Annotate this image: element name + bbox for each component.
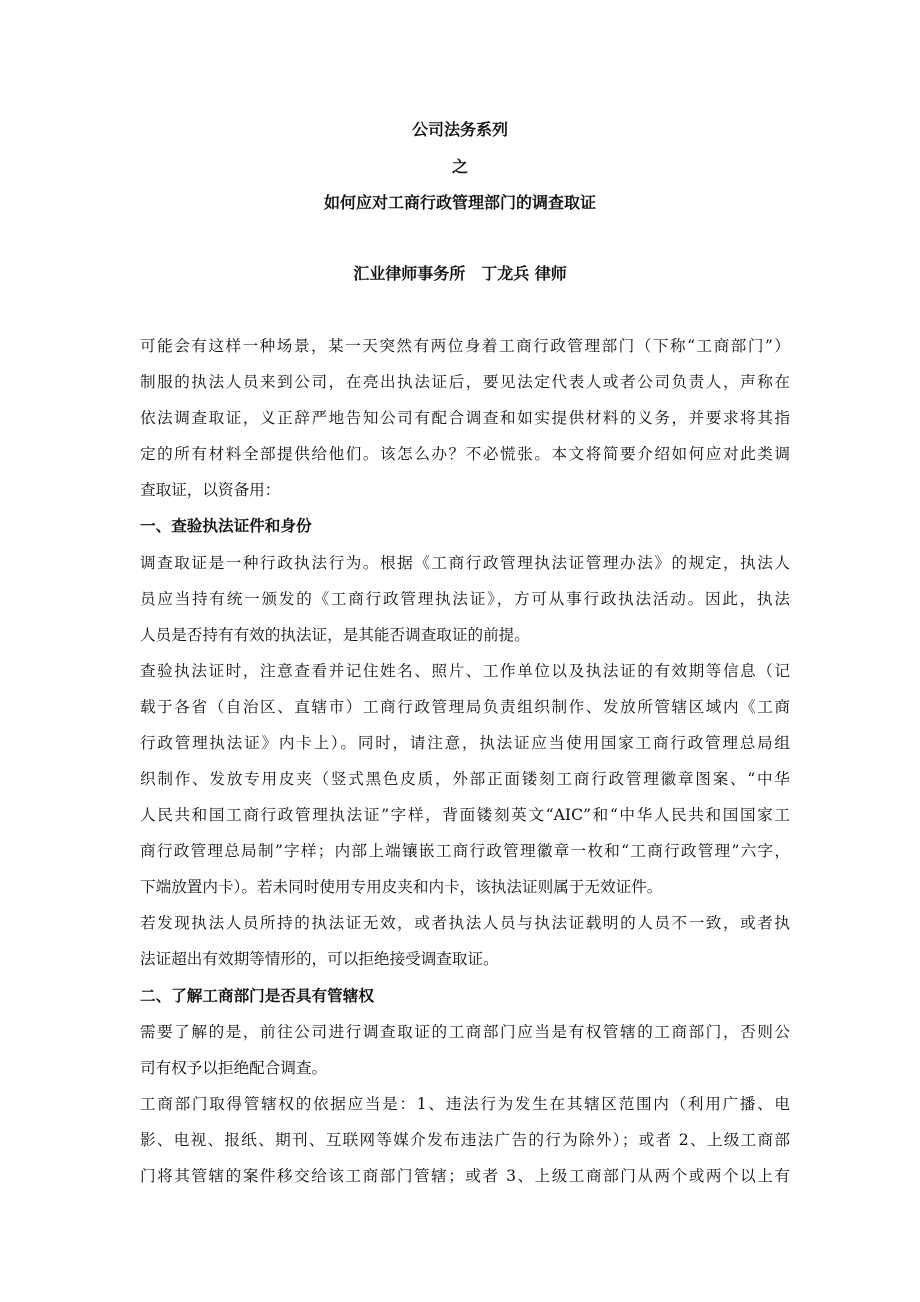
paragraph-line: 若发现执法人员所持的执法证无效，或者执法人员与执法证载明的人员不一致，或者执 xyxy=(140,914,790,932)
paragraph-line: 依法调查取证，义正辞严地告知公司有配合调查和如实提供材料的义务，并要求将其指 xyxy=(140,409,790,427)
paragraph-line: 人员是否持有有效的执法证，是其能否调查取证的前提。 xyxy=(140,626,530,644)
paragraph-line: 查取证，以资备用： xyxy=(140,481,281,499)
paragraph-line: 定的所有材料全部提供给他们。该怎么办？不必慌张。本文将简要介绍如何应对此类调 xyxy=(140,445,790,463)
section-heading-1: 一、查验执法证件和身份 xyxy=(140,516,312,535)
series-title: 公司法务系列 xyxy=(411,120,508,139)
paragraph-line: 人民共和国工商行政管理执法证”字样，背面镂刻英文“AIC”和“中华人民共和国国家工 xyxy=(140,806,790,824)
author-line: 汇业律师事务所 丁龙兵 律师 xyxy=(353,264,567,283)
series-connector: 之 xyxy=(451,157,468,176)
paragraph-line: 调查取证是一种行政执法行为。根据《工商行政管理执法证管理办法》的规定，执法人 xyxy=(140,554,790,572)
paragraph-line: 可能会有这样一种场景，某一天突然有两位身着工商行政管理部门（下称“工商部门”） xyxy=(140,337,790,355)
paragraph-line: 法证超出有效期等情形的，可以拒绝接受调查取证。 xyxy=(140,950,499,968)
paragraph-line: 商行政管理总局制”字样；内部上端镶嵌工商行政管理徽章一枚和“工商行政管理”六字， xyxy=(140,842,790,860)
paragraph-line: 工商部门取得管辖权的依据应当是：1、违法行为发生在其辖区范围内（利用广播、电 xyxy=(140,1095,790,1113)
paragraph-line: 载于各省（自治区、直辖市）工商行政管理局负责组织制作、发放所管辖区域内《工商 xyxy=(140,698,790,716)
paragraph-line: 查验执法证时，注意查看并记住姓名、照片、工作单位以及执法证的有效期等信息（记 xyxy=(140,662,790,680)
paragraph-line: 下端放置内卡）。若未同时使用专用皮夹和内卡，该执法证则属于无效证件。 xyxy=(140,878,663,896)
paragraph-line: 制服的执法人员来到公司，在亮出执法证后，要见法定代表人或者公司负责人，声称在 xyxy=(140,373,790,391)
paragraph-line: 织制作、发放专用皮夹（竖式黑色皮质，外部正面镂刻工商行政管理徽章图案、“中华 xyxy=(140,770,790,788)
article-title: 如何应对工商行政管理部门的调查取证 xyxy=(323,193,596,212)
paragraph-line: 影、电视、报纸、期刊、互联网等媒介发布违法广告的行为除外）；或者 2、上级工商部 xyxy=(140,1131,790,1149)
section-heading-2: 二、了解工商部门是否具有管辖权 xyxy=(140,986,374,1005)
paragraph-line: 门将其管辖的案件移交给该工商部门管辖；或者 3、上级工商部门从两个或两个以上有 xyxy=(140,1167,790,1185)
paragraph-line: 行政管理执法证》内卡上）。同时，请注意，执法证应当使用国家工商行政管理总局组 xyxy=(140,734,790,752)
paragraph-line: 司有权予以拒绝配合调查。 xyxy=(140,1059,328,1077)
paragraph-line: 需要了解的是，前往公司进行调查取证的工商部门应当是有权管辖的工商部门，否则公 xyxy=(140,1023,790,1041)
paragraph-line: 员应当持有统一颁发的《工商行政管理执法证》，方可从事行政执法活动。因此，执法 xyxy=(140,590,790,608)
